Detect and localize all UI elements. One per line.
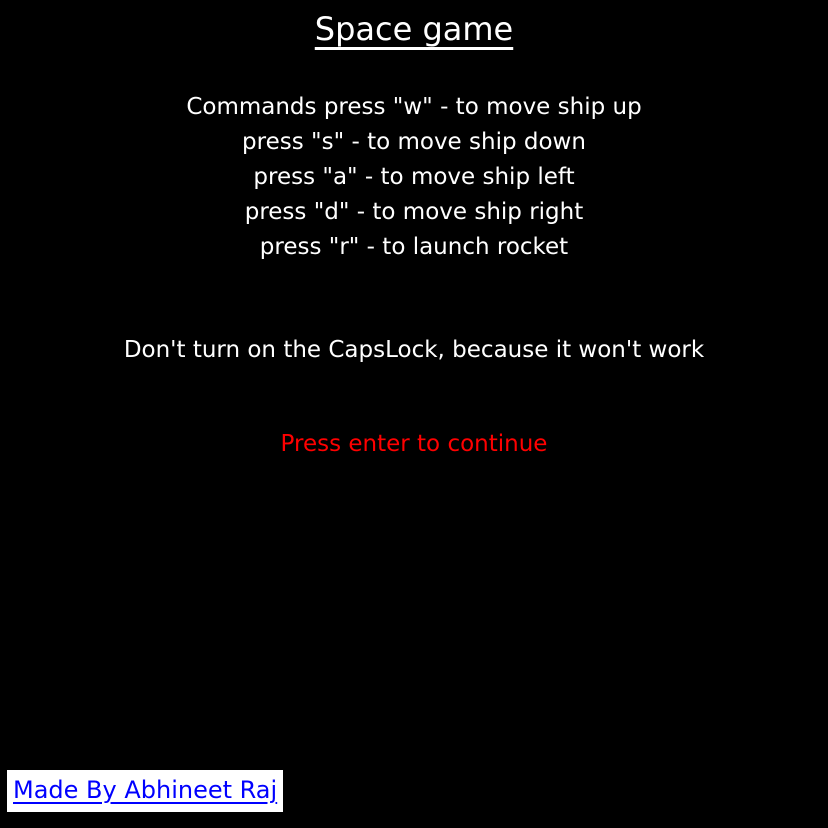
- commands-list: [0, 90, 828, 265]
- command-line-up: Commands press "w" - to move ship up: [186, 94, 642, 120]
- command-line-left: press "a" - to move ship left: [253, 164, 575, 190]
- credit-box: [7, 770, 283, 812]
- command-line-right: press "d" - to move ship right: [244, 199, 584, 225]
- page-title: Space game: [314, 10, 514, 48]
- command-line-down: press "s" - to move ship down: [242, 129, 586, 155]
- capslock-warning: Don't turn on the CapsLock, because it won't work: [123, 337, 705, 363]
- command-line-rocket: press "r" - to launch rocket: [259, 234, 569, 260]
- press-enter-prompt: Press enter to continue: [280, 431, 548, 457]
- credit-link[interactable]: Made By Abhineet Raj: [13, 776, 278, 804]
